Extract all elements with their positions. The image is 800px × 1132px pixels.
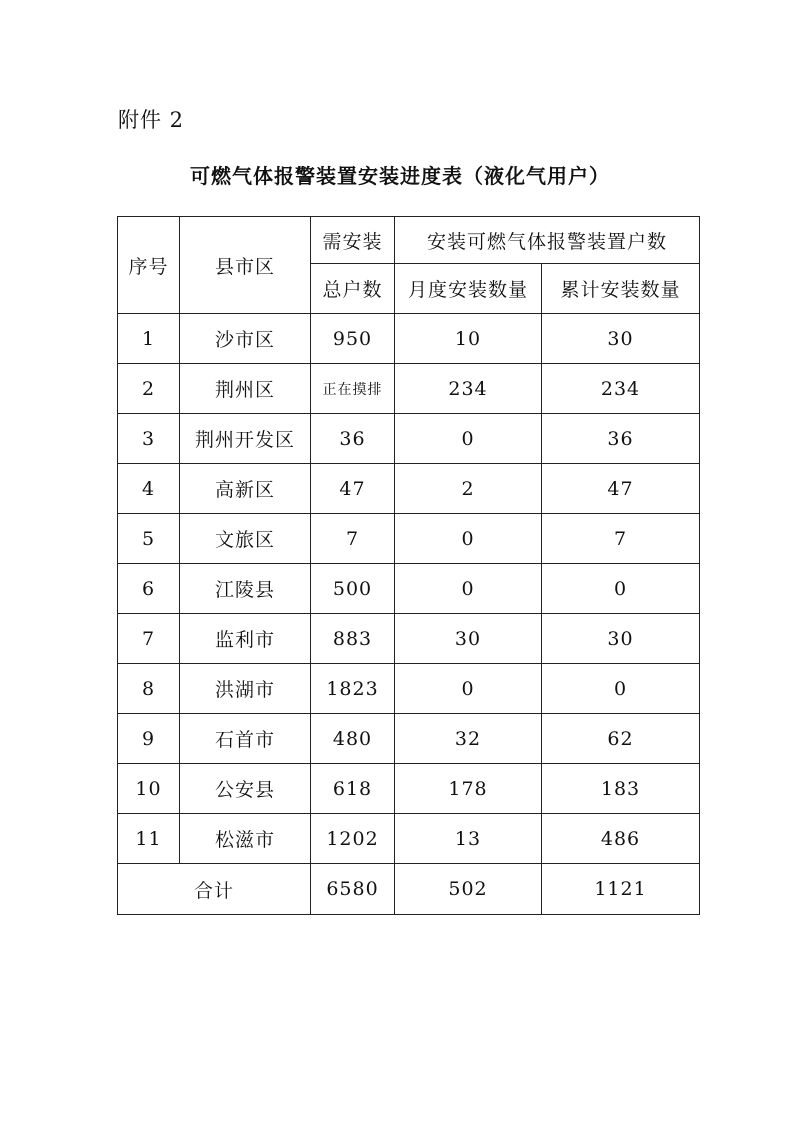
cell-required: 47	[311, 464, 395, 514]
cell-seq: 7	[118, 614, 180, 664]
cell-district: 荆州开发区	[180, 414, 311, 464]
cell-required: 950	[311, 314, 395, 364]
cell-cumulative: 486	[542, 814, 700, 864]
cell-required: 正在摸排	[311, 364, 395, 414]
page-title: 可燃气体报警装置安装进度表（液化气用户）	[190, 164, 610, 188]
cell-district: 监利市	[180, 614, 311, 664]
total-row	[118, 864, 700, 915]
cell-required: 1202	[311, 814, 395, 864]
cell-required: 618	[311, 764, 395, 814]
cell-monthly: 0	[395, 664, 542, 714]
cell-monthly: 2	[395, 464, 542, 514]
table-header-row	[118, 217, 700, 264]
table-row	[118, 764, 700, 814]
header-required-bottom: 总户数	[311, 264, 395, 314]
cell-seq: 4	[118, 464, 180, 514]
cell-cumulative: 234	[542, 364, 700, 414]
cell-monthly: 0	[395, 564, 542, 614]
cell-cumulative: 36	[542, 414, 700, 464]
header-monthly: 月度安装数量	[395, 264, 542, 314]
cell-seq: 8	[118, 664, 180, 714]
table-row	[118, 614, 700, 664]
cell-seq: 1	[118, 314, 180, 364]
header-district: 县市区	[180, 217, 311, 314]
cell-seq: 5	[118, 514, 180, 564]
cell-monthly: 32	[395, 714, 542, 764]
table-row	[118, 814, 700, 864]
cell-cumulative: 47	[542, 464, 700, 514]
attachment-label: 附件 2	[118, 108, 185, 132]
cell-cumulative: 0	[542, 664, 700, 714]
table-row	[118, 514, 700, 564]
cell-seq: 6	[118, 564, 180, 614]
cell-district: 松滋市	[180, 814, 311, 864]
table-row	[118, 414, 700, 464]
total-monthly: 502	[395, 864, 542, 915]
cell-district: 公安县	[180, 764, 311, 814]
cell-required: 883	[311, 614, 395, 664]
table-row	[118, 714, 700, 764]
cell-cumulative: 7	[542, 514, 700, 564]
table-row	[118, 314, 700, 364]
total-required: 6580	[311, 864, 395, 915]
cell-district: 沙市区	[180, 314, 311, 364]
cell-cumulative: 62	[542, 714, 700, 764]
cell-monthly: 178	[395, 764, 542, 814]
table-row	[118, 564, 700, 614]
total-cumulative: 1121	[542, 864, 700, 915]
header-cumulative: 累计安装数量	[542, 264, 700, 314]
cell-seq: 3	[118, 414, 180, 464]
cell-monthly: 13	[395, 814, 542, 864]
cell-district: 石首市	[180, 714, 311, 764]
cell-cumulative: 30	[542, 614, 700, 664]
cell-seq: 11	[118, 814, 180, 864]
cell-monthly: 0	[395, 414, 542, 464]
cell-monthly: 30	[395, 614, 542, 664]
cell-district: 文旅区	[180, 514, 311, 564]
cell-monthly: 234	[395, 364, 542, 414]
table-row	[118, 664, 700, 714]
cell-required: 480	[311, 714, 395, 764]
cell-required: 500	[311, 564, 395, 614]
cell-monthly: 0	[395, 514, 542, 564]
cell-seq: 2	[118, 364, 180, 414]
cell-cumulative: 0	[542, 564, 700, 614]
cell-cumulative: 183	[542, 764, 700, 814]
cell-district: 荆州区	[180, 364, 311, 414]
header-seq: 序号	[118, 217, 180, 314]
cell-district: 江陵县	[180, 564, 311, 614]
cell-district: 洪湖市	[180, 664, 311, 714]
cell-required: 1823	[311, 664, 395, 714]
total-label: 合计	[118, 864, 311, 915]
header-install-group: 安装可燃气体报警装置户数	[395, 217, 700, 264]
cell-seq: 10	[118, 764, 180, 814]
progress-table	[117, 216, 700, 915]
table-row	[118, 464, 700, 514]
cell-cumulative: 30	[542, 314, 700, 364]
cell-seq: 9	[118, 714, 180, 764]
table-row	[118, 364, 700, 414]
cell-monthly: 10	[395, 314, 542, 364]
cell-required: 36	[311, 414, 395, 464]
cell-required: 7	[311, 514, 395, 564]
cell-district: 高新区	[180, 464, 311, 514]
header-required-top: 需安装	[311, 217, 395, 264]
